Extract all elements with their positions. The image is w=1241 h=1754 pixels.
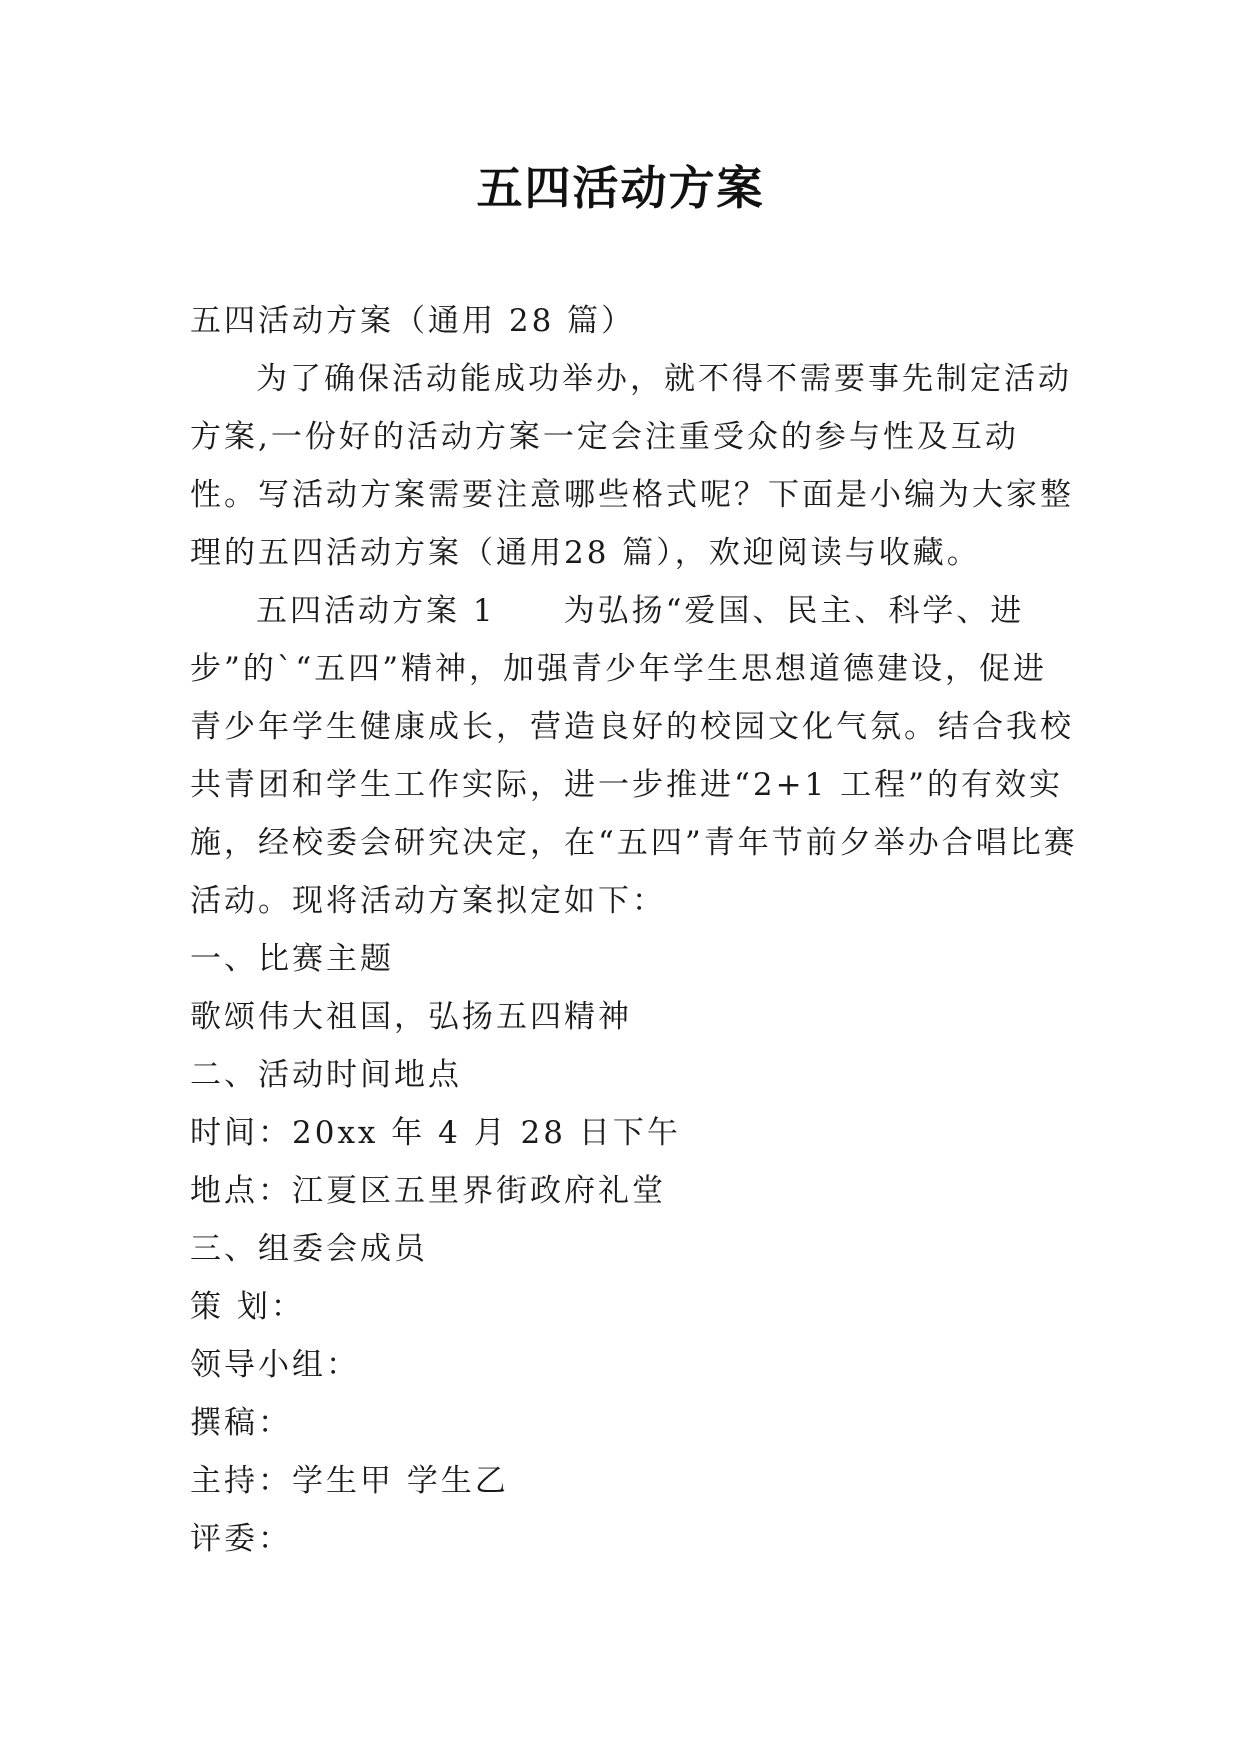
section-1-paragraph: 五四活动方案 1 为弘扬“爱国、民主、科学、进步”的`“五四”精神，加强青少年学生思想道德建设，促进青少年学生健康成长，营造良好的校园文化气氛。结合我校共青团和学生工作实际，进一步推进“2+1 工程”的有效实施，经校委会研究决定，在“五四”青年节前夕举办合唱比赛活动。现将活动方案拟定如下： [190, 593, 1078, 919]
time-line: 时间：20xx 年 4 月 28 日下午 [190, 1115, 681, 1151]
planner-line: 策 划： [190, 1289, 305, 1325]
leadership-line: 领导小组： [190, 1347, 360, 1383]
intro-paragraph: 为了确保活动能成功举办，就不得不需要事先制定活动方案,一份好的活动方案一定会注重受众的参与性及互动性。写活动方案需要注意哪些格式呢？下面是小编为大家整理的五四活动方案（通用28 篇），欢迎阅读与收藏。 [190, 361, 1074, 571]
theme-text: 歌颂伟大祖国，弘扬五四精神 [190, 999, 632, 1035]
heading-committee: 三、组委会成员 [190, 1231, 428, 1267]
document-subtitle: 五四活动方案（通用 28 篇） [190, 303, 636, 339]
host-line: 主持：学生甲 学生乙 [190, 1463, 509, 1499]
heading-theme: 一、比赛主题 [190, 941, 394, 977]
writer-line: 撰稿： [190, 1405, 292, 1441]
heading-time-place: 二、活动时间地点 [190, 1057, 462, 1093]
document-title: 五四活动方案 [476, 161, 765, 215]
place-line: 地点：江夏区五里界街政府礼堂 [190, 1173, 666, 1209]
document-body [190, 292, 1080, 1568]
judges-line: 评委： [190, 1521, 292, 1557]
